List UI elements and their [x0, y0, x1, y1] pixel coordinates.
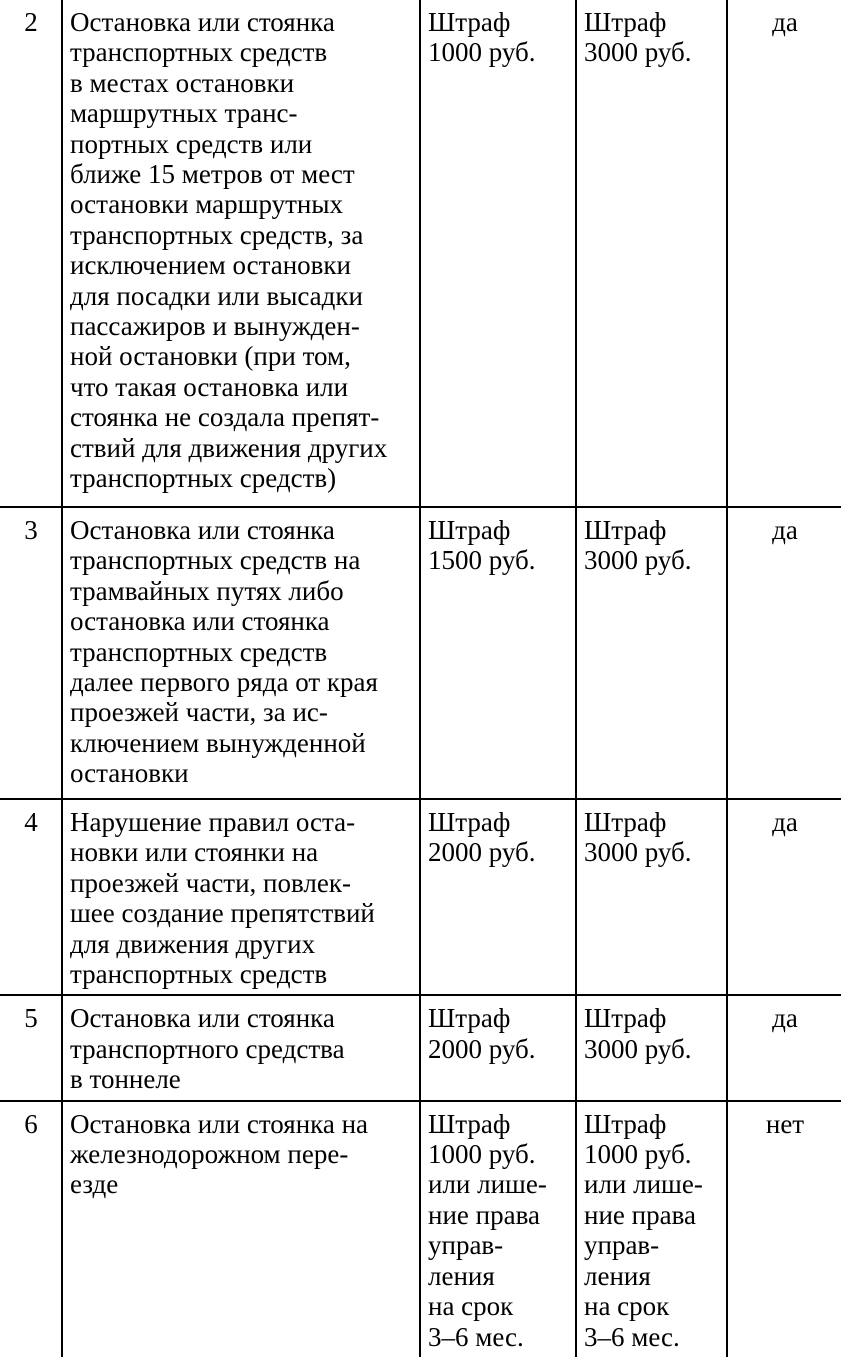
fine-amount-alt: Штраф 1000 руб. или лише- ние права управ- ления на срок 3–6 мес.	[576, 1101, 727, 1357]
violation-description: Остановка или стоянка транспортного средства в тоннеле	[62, 995, 420, 1100]
table-row	[0, 1101, 841, 1357]
applicability-flag: да	[727, 799, 841, 995]
table-row	[0, 0, 841, 507]
fine-amount: Штраф 1000 руб. или лише- ние права управ- ления на срок 3–6 мес.	[420, 1101, 576, 1357]
applicability-flag: нет	[727, 1101, 841, 1357]
fine-amount: Штраф 1500 руб.	[420, 507, 576, 799]
fine-amount-alt: Штраф 3000 руб.	[576, 995, 727, 1100]
applicability-flag: да	[727, 507, 841, 799]
row-number: 6	[0, 1101, 62, 1357]
table-row	[0, 995, 841, 1100]
violation-description: Остановка или стоянка транспортных средств в местах остановки маршрутных транс- портных средств или ближе 15 метров от мест остановки маршрутных транспортных средств, за исключением остановки для посадки или высадки пассажиров и вынужден- ной остановки (при том, что такая остановка или стоянка не создала препят- ствий для движения других транспортных средств)	[62, 0, 420, 507]
fine-amount: Штраф 2000 руб.	[420, 995, 576, 1100]
row-number: 3	[0, 507, 62, 799]
row-number: 4	[0, 799, 62, 995]
table-row	[0, 799, 841, 995]
row-number: 5	[0, 995, 62, 1100]
fine-amount-alt: Штраф 3000 руб.	[576, 0, 727, 507]
fine-amount: Штраф 1000 руб.	[420, 0, 576, 507]
fine-amount-alt: Штраф 3000 руб.	[576, 507, 727, 799]
row-number: 2	[0, 0, 62, 507]
applicability-flag: да	[727, 0, 841, 507]
violation-description: Остановка или стоянка транспортных средств на трамвайных путях либо остановка или стоянка транспортных средств далее первого ряда от края проезжей части, за ис- ключением вынужденной остановки	[62, 507, 420, 799]
applicability-flag: да	[727, 995, 841, 1100]
table-row	[0, 507, 841, 799]
violation-description: Нарушение правил оста- новки или стоянки на проезжей части, повлек- шее создание препятствий для движения других транспортных средств	[62, 799, 420, 995]
violation-description: Остановка или стоянка на железнодорожном пере- езде	[62, 1101, 420, 1357]
fine-amount: Штраф 2000 руб.	[420, 799, 576, 995]
fine-amount-alt: Штраф 3000 руб.	[576, 799, 727, 995]
